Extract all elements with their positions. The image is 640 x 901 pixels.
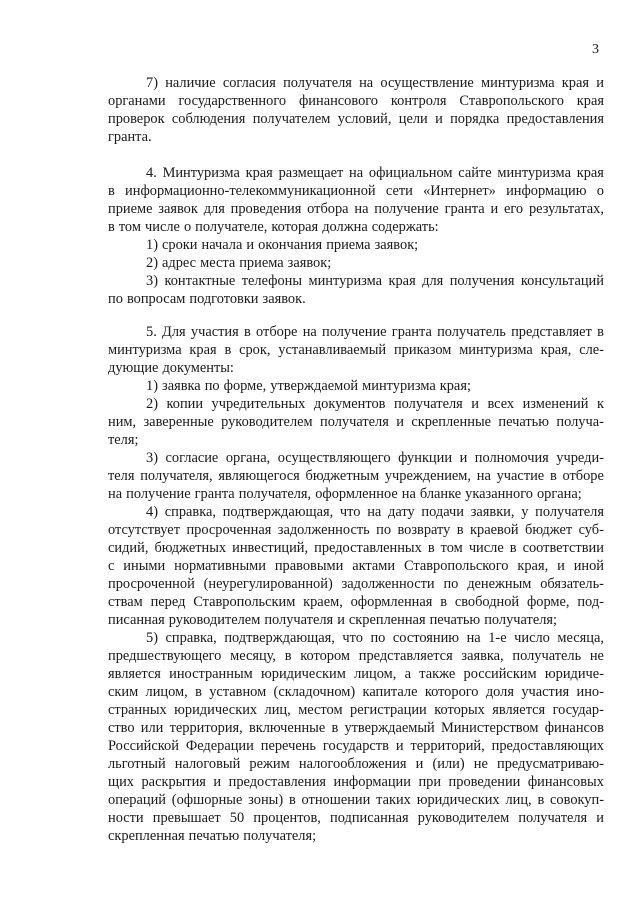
text-line: 7) наличие согласия получателя на осуществление минтуризма края и xyxy=(146,75,604,91)
text-line: приеме заявок для проведения отбора на получение гранта и его результатах, xyxy=(108,201,604,217)
text-line: дующие документы: xyxy=(108,360,234,376)
text-line: 5. Для участия в отборе на получение гранта получатель представляет в xyxy=(146,324,604,340)
text-line: с иными нормативными правовыми актами Ставропольского края, и иной xyxy=(108,558,604,574)
text-line: теля; xyxy=(108,432,139,448)
text-line: скрепленная печатью получателя; xyxy=(108,828,317,844)
text-line: является иностранным юридическим лицом, а также российским юридиче- xyxy=(108,666,604,682)
text-line: ствам перед Ставропольским краем, оформленная в свободной форме, под- xyxy=(108,594,604,610)
text-line: 2) копии учредительных документов получателя и всех изменений к xyxy=(146,396,604,412)
text-line: операций (офшорные зоны) в отношении таких юридических лиц, в совокуп- xyxy=(108,792,604,808)
text-line: ство или территория, включенные в утверждаемый Министерством финансов xyxy=(108,720,604,736)
text-line: 4. Минтуризма края размещает на официальном сайте минтуризма края xyxy=(146,165,604,181)
text-line: проверок соблюдения получателем условий, цели и порядка предоставления xyxy=(108,111,604,127)
text-line: 1) заявка по форме, утверждаемой минтуризма края; xyxy=(146,378,471,394)
text-line: Российской Федерации перечень государств и территорий, предоставляющих xyxy=(108,738,604,754)
text-line: по вопросам подготовки заявок. xyxy=(108,291,306,307)
page-number: 3 xyxy=(592,42,599,57)
text-line: льготный налоговый режим налогообложения и (или) не предусматриваю- xyxy=(108,756,604,772)
text-line: писанная руководителем получателя и скрепленная печатью получателя; xyxy=(108,612,558,628)
text-block xyxy=(108,323,604,845)
text-line: отсутствует просроченная задолженность по возврату в краевой бюджет суб- xyxy=(108,522,604,538)
text-line: странных юридических лиц, местом регистрации которых является государ- xyxy=(108,702,604,718)
text-line: 4) справка, подтверждающая, что на дату подачи заявки, у получателя xyxy=(146,504,604,520)
text-line: щих раскрытия и предоставления информации при проведении финансовых xyxy=(108,774,604,790)
text-line: 5) справка, подтверждающая, что по состоянию на 1-е число месяца, xyxy=(146,630,604,646)
text-line: 3) согласие органа, осуществляющего функции и полномочия учреди- xyxy=(146,450,604,466)
text-line: минтуризма края в срок, устанавливаемый приказом минтуризма края, сле- xyxy=(108,342,604,358)
text-line: 1) сроки начала и окончания приема заявок; xyxy=(146,237,419,253)
text-line: на получение гранта получателя, оформленное на бланке указанного органа; xyxy=(108,486,582,502)
text-line: предшествующего месяцу, в котором представляется заявка, получатель не xyxy=(108,648,604,664)
text-line: органами государственного финансового контроля Ставропольского края xyxy=(108,93,604,109)
text-line: ним, заверенные руководителем получателя и скрепленные печатью получа- xyxy=(108,414,604,430)
text-line: сидий, бюджетных инвестиций, предоставленных в том числе в соответствии xyxy=(108,540,604,556)
text-line: 2) адрес места приема заявок; xyxy=(146,255,332,271)
text-block xyxy=(108,74,604,146)
text-line: в информационно-телекоммуникационной сети «Интернет» информацию о xyxy=(108,183,604,199)
text-line: гранта. xyxy=(108,129,152,145)
text-line: ности превышает 50 процентов, подписанная руководителем получателя и xyxy=(108,810,604,826)
text-line: просроченной (неурегулированной) задолженности по денежным обязатель- xyxy=(108,576,604,592)
text-line: ским лицом, в уставном (складочном) капитале которого доля участия ино- xyxy=(108,684,604,700)
text-line: в том числе о получателе, которая должна содержать: xyxy=(108,219,439,235)
text-line: теля получателя, являющегося бюджетным учреждением, на участие в отборе xyxy=(108,468,604,484)
text-line: 3) контактные телефоны минтуризма края для получения консультаций xyxy=(146,273,604,289)
text-block xyxy=(108,164,604,308)
